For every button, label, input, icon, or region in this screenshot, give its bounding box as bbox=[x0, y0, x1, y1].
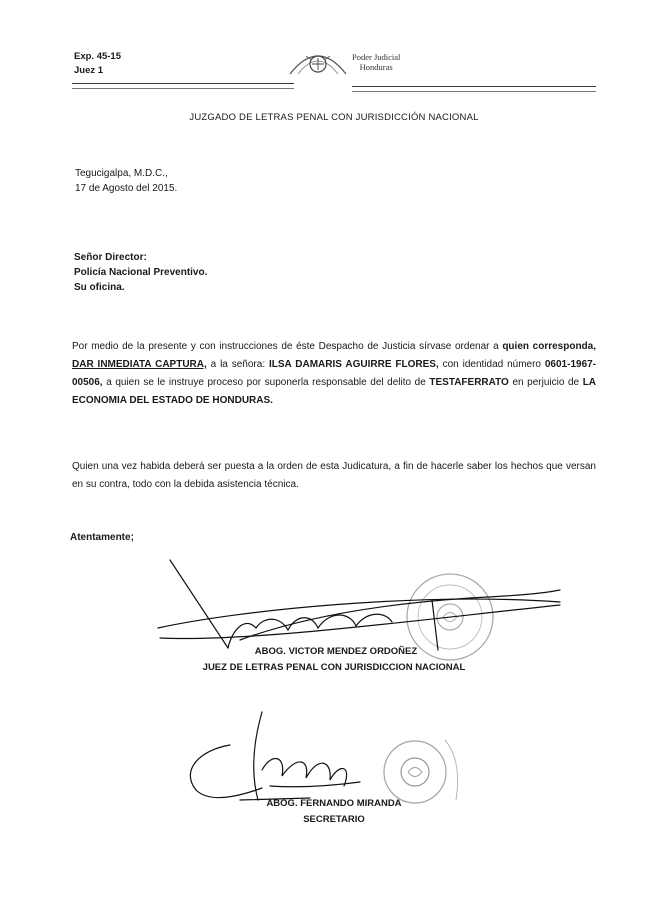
body-paragraph-2: Quien una vez habida deberá ser puesta a la orden de esta Judicatura, a fin de hacerle saber los hechos que versan en su contra, todo con la debida asistencia técnica. bbox=[72, 461, 596, 490]
recipient-office: Su oficina. bbox=[74, 282, 125, 293]
header-rule-left-thin bbox=[72, 88, 294, 89]
judge-title: JUEZ DE LETRAS PENAL CON JURISDICCION NACIONAL bbox=[202, 662, 466, 673]
judge-signature-icon bbox=[158, 560, 560, 650]
institution-name: Poder Judicial Honduras bbox=[352, 52, 401, 72]
case-reference bbox=[74, 50, 121, 78]
header-rule-left bbox=[72, 83, 294, 84]
header-rule-right-thin bbox=[352, 91, 596, 92]
recipient-salutation: Señor Director: bbox=[74, 252, 147, 263]
secretary-seal-stamp-icon bbox=[384, 740, 458, 803]
city: Tegucigalpa, M.D.C., bbox=[75, 168, 168, 179]
court-title: JUZGADO DE LETRAS PENAL CON JURISDICCIÓN NACIONAL bbox=[189, 112, 479, 123]
judge-name: ABOG. VICTOR MENDEZ ORDOÑEZ bbox=[254, 646, 418, 657]
judge-number: Juez 1 bbox=[74, 65, 104, 76]
place-and-date bbox=[75, 166, 177, 196]
date: 17 de Agosto del 2015. bbox=[75, 183, 178, 194]
recipient-block bbox=[74, 250, 207, 295]
secretary-signature-block bbox=[0, 796, 668, 828]
closing: Atentamente; bbox=[70, 532, 134, 543]
header-rule-right bbox=[352, 86, 596, 87]
judge-signature-block bbox=[0, 644, 668, 676]
secretary-title: SECRETARIO bbox=[303, 814, 365, 825]
accused-name: ILSA DAMARIS AGUIRRE FLORES, bbox=[268, 359, 439, 370]
judiciary-crest-icon bbox=[286, 44, 350, 78]
secretary-signature-icon bbox=[190, 712, 360, 800]
body-paragraph-1: Por medio de la presente y con instrucciones de éste Despacho de Justicia sírvase ordenar a quien corresponda, DAR INMEDIATA CAPTURA, a la señora: ILSA DAMARIS AGUIRRE FLORES, con identidad número 0601-1967-00506, a quien se le instruye proceso por suponerla responsable del delito de TESTAFERRATO en perjuicio de LA ECONOMIA DEL ESTADO DE HONDURAS. bbox=[72, 341, 597, 406]
recipient-organization: Policía Nacional Preventivo. bbox=[74, 267, 208, 278]
secretary-name: ABOG. FERNANDO MIRANDA bbox=[266, 798, 402, 809]
id-number: 0601-1967-00506, bbox=[72, 359, 597, 388]
expediente-number: Exp. 45-15 bbox=[74, 51, 121, 62]
capture-order: DAR INMEDIATA CAPTURA, bbox=[72, 359, 207, 370]
offense: TESTAFERRATO bbox=[429, 377, 509, 388]
injured-party: LA ECONOMIA DEL ESTADO DE HONDURAS. bbox=[72, 377, 597, 406]
